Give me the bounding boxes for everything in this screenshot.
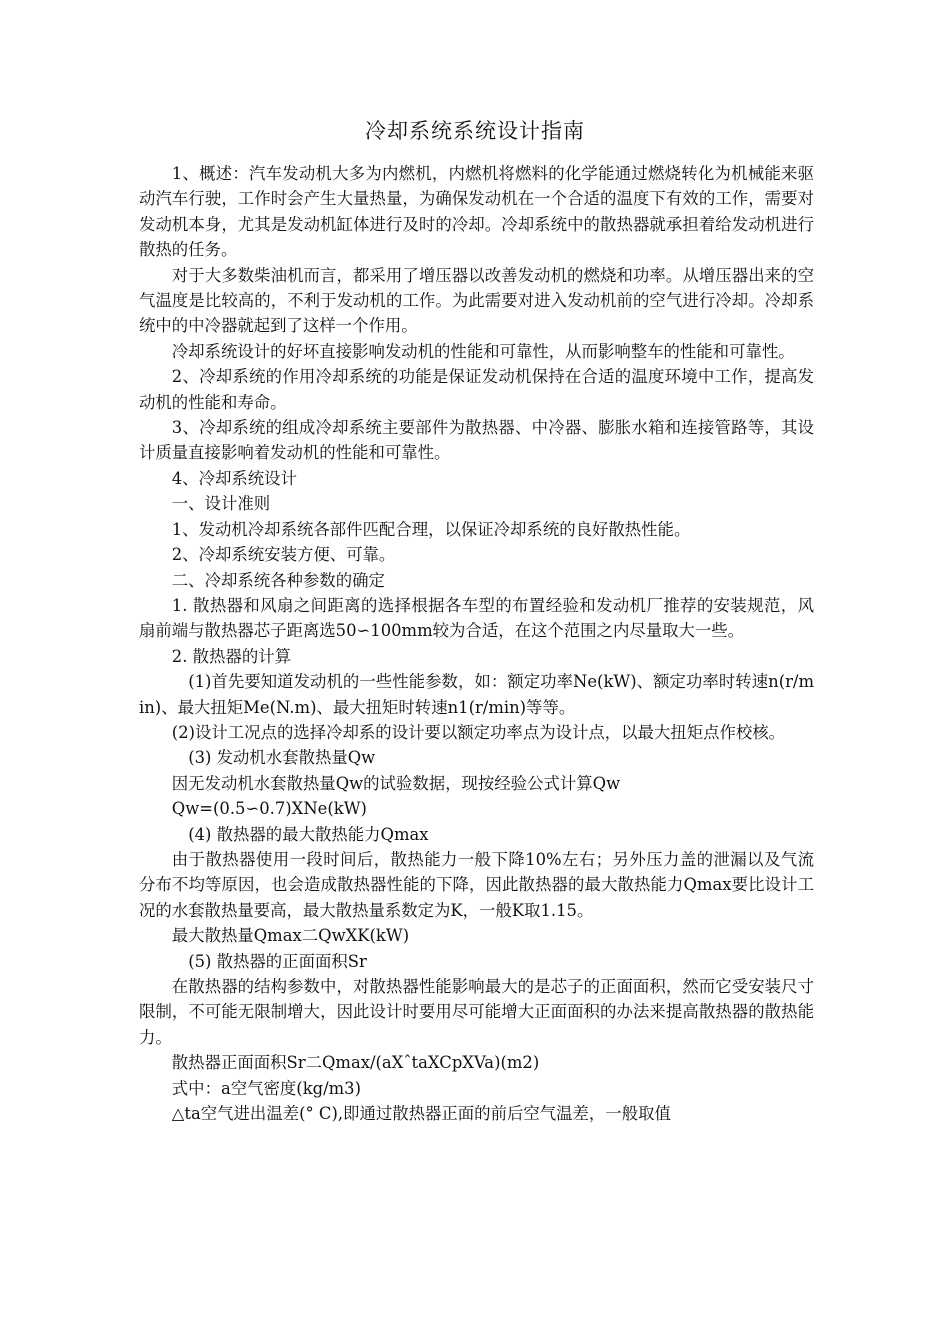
criteria-item-2: 2、冷却系统安装方便、可靠。 <box>171 545 396 565</box>
calc-step-3-heading: (3) 发动机水套散热量Qw <box>188 748 376 768</box>
calc-step-3-text: 因无发动机水套散热量Qw的试验数据，现按经验公式计算Qw <box>171 773 621 793</box>
heading-parameters: 二、冷却系统各种参数的确定 <box>171 570 385 590</box>
paragraph-importance: 冷却系统设计的好坏直接影响发动机的性能和可靠性，从而影响整车的性能和可靠性。 <box>171 341 795 361</box>
calc-step-1: (1)首先要知道发动机的一些性能参数，如：额定功率Ne(kW)、额定功率时转速n(r/min)、最大扭矩Me(N.m)、最大扭矩时转速n1(r/min)等等。 <box>139 672 814 717</box>
calc-step-4-heading: (4) 散热器的最大散热能力Qmax <box>188 824 429 844</box>
formula-sr: 散热器正面面积Sr二Qmax/(aXˆtaXCpXVa)(m2) <box>171 1053 540 1073</box>
paragraph-overview: 1、概述：汽车发动机大多为内燃机，内燃机将燃料的化学能通过燃烧转化为机械能来驱动汽车行驶，工作时会产生大量热量，为确保发动机在一个合适的温度下有效的工作，需要对发动机本身，尤其是发动机缸体进行及时的冷却。冷却系统中的散热器就承担着给发动机进行散热的任务。 <box>139 164 814 260</box>
paragraph-composition: 3、冷却系统的组成冷却系统主要部件为散热器、中冷器、膨胀水箱和连接管路等，其设计质量直接影响着发动机的性能和可靠性。 <box>139 418 814 463</box>
calc-step-5-heading: (5) 散热器的正面面积Sr <box>188 951 367 971</box>
formula-qw: Qw=(0.5∽0.7)XNe(kW) <box>171 799 367 819</box>
criteria-item-1: 1、发动机冷却系统各部件匹配合理，以保证冷却系统的良好散热性能。 <box>171 519 691 539</box>
calc-step-2: (2)设计工况点的选择冷却系的设计要以额定功率点为设计点，以最大扭矩点作校核。 <box>171 722 786 742</box>
formula-legend-temp-diff: △ta空气进出温差(° C),即通过散热器正面的前后空气温差，一般取值 <box>171 1104 671 1124</box>
formula-legend-air-density: 式中：a空气密度(kg/m3) <box>171 1078 362 1098</box>
calc-step-5-text: 在散热器的结构参数中，对散热器性能影响最大的是芯子的正面面积，然而它受安装尺寸限制，不可能无限制增大，因此设计时要用尽可能增大正面面积的办法来提高散热器的散热能力。 <box>139 977 814 1047</box>
heading-radiator-calculation: 2. 散热器的计算 <box>171 646 291 666</box>
paragraph-function: 2、冷却系统的作用冷却系统的功能是保证发动机保持在合适的温度环境中工作，提高发动机的性能和寿命。 <box>139 367 814 412</box>
heading-system-design: 4、冷却系统设计 <box>171 468 297 488</box>
calc-step-4-text: 由于散热器使用一段时间后，散热能力一般下降10%左右；另外压力盖的泄漏以及气流分布不均等原因，也会造成散热器性能的下降，因此散热器的最大散热能力Qmax要比设计工况的水套散热量要高，最大散热量系数定为K，一般K取1.15。 <box>139 849 814 920</box>
page-title: 冷却系统系统设计指南 <box>365 119 585 143</box>
paragraph-turbocharger: 对于大多数柴油机而言，都采用了增压器以改善发动机的燃烧和功率。从增压器出来的空气温度是比较高的，不利于发动机的工作。为此需要对进入发动机前的空气进行冷却。冷却系统中的中冷器就起到了这样一个作用。 <box>139 265 814 336</box>
parameter-fan-distance: 1. 散热器和风扇之间距离的选择根据各车型的布置经验和发动机厂推荐的安装规范，风扇前端与散热器芯子距离选50∽100mm较为合适，在这个范围之内尽量取大一些。 <box>139 595 814 641</box>
formula-qmax: 最大散热量Qmax二QwXK(kW) <box>171 926 410 946</box>
heading-design-criteria: 一、设计准则 <box>171 494 271 514</box>
document-body <box>139 161 814 1126</box>
